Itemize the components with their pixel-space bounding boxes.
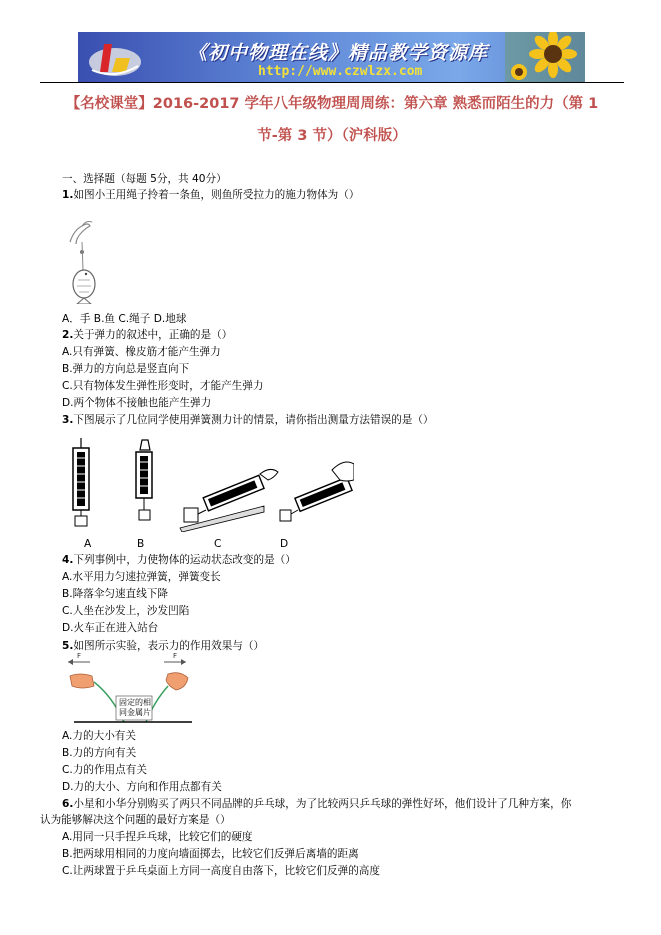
question-6-stem-line-2: 认为能够解决这个问题的最好方案是（）	[40, 814, 231, 826]
question-text: 如图所示实验，表示力的作用效果与（）	[73, 640, 265, 652]
question-6-option-b: B.把两球用相同的力度向墙面掷去，比较它们反弹后离墙的距离	[62, 848, 359, 860]
question-text: 下图展示了几位同学使用弹簧测力计的情景，请你指出测量方法错误的是（）	[73, 414, 434, 426]
question-5-option-d: D.力的大小、方向和作用点都有关	[62, 781, 222, 793]
question-4-option-c: C.人坐在沙发上，沙发凹陷	[62, 605, 190, 617]
question-4-option-d: D.火车正在进入站台	[62, 622, 159, 634]
figure-label-b: B	[137, 538, 145, 550]
question-2-stem	[62, 328, 232, 342]
question-number: 4.	[62, 554, 74, 566]
question-6-option-a: A.用同一只手捏乒乓球，比较它们的硬度	[62, 831, 253, 843]
question-number: 6.	[62, 798, 74, 810]
question-number: 2.	[62, 329, 74, 341]
spring-scale-c-illustration	[180, 469, 278, 532]
section-heading: 一、选择题（每题 5分，共 40分）	[62, 173, 227, 185]
force-label-right: F	[173, 652, 178, 660]
question-3-stem	[62, 413, 434, 427]
question-2-option-b: B.弹力的方向总是竖直向下	[62, 363, 190, 375]
header-rule	[40, 82, 624, 83]
question-4-option-b: B.降落伞匀速直线下降	[62, 588, 168, 600]
question-text: 如图小王用绳子拎着一条鱼，则鱼所受拉力的施力物体为（）	[73, 189, 360, 201]
spring-scale-d-illustration	[280, 462, 354, 521]
question-1-options: A．手 B.鱼 C.绳子 D.地球	[62, 313, 187, 325]
question-text: 小星和小华分别购买了两只不同品牌的乒乓球，为了比较两只乒乓球的弹性好坏，他们设计了几种方案，你	[73, 798, 572, 810]
question-5-option-c: C.力的作用点有关	[62, 764, 147, 776]
header-banner	[78, 32, 585, 82]
question-number: 1.	[62, 189, 74, 201]
question-text: 关于弹力的叙述中，正确的是（）	[73, 329, 233, 341]
site-logo-icon	[86, 36, 144, 80]
figure-note-line-2: 同金属片	[119, 708, 151, 717]
fish-on-rope-figure	[64, 212, 114, 304]
banner-url[interactable]: http://www.czwlzx.com	[258, 64, 423, 79]
question-6-option-c: C.让两球置于乒乓桌面上方同一高度自由落下，比较它们反弹的高度	[62, 865, 380, 877]
question-number: 3.	[62, 414, 74, 426]
question-text: 下列事例中，力使物体的运动状态改变的是（）	[73, 554, 296, 566]
question-number: 5.	[62, 640, 74, 652]
spring-scale-a-illustration	[73, 438, 89, 526]
page-title-line-1: 【名校课堂】2016-2017 学年八年级物理周周练：第六章 熟悉而陌生的力（第 1	[65, 96, 599, 112]
question-5-option-b: B.力的方向有关	[62, 747, 137, 759]
sunflower-icon	[505, 32, 585, 82]
figure-label-c: C	[214, 538, 222, 550]
figure-label-a: A	[84, 538, 92, 550]
question-5-stem	[62, 639, 264, 653]
question-1-stem	[62, 188, 359, 202]
spring-scale-figure	[64, 436, 354, 532]
figure-note-line-1: 固定的相	[119, 698, 151, 707]
question-2-option-d: D.两个物体不接触也能产生弹力	[62, 397, 212, 409]
question-6-stem-line-1	[62, 797, 571, 811]
force-label-left: F	[77, 652, 82, 660]
question-4-option-a: A.水平用力匀速拉弹簧，弹簧变长	[62, 571, 221, 583]
question-2-option-a: A.只有弹簧、橡皮筋才能产生弹力	[62, 346, 221, 358]
question-2-option-c: C.只有物体发生弹性形变时，才能产生弹力	[62, 380, 264, 392]
question-5-option-a: A.力的大小有关	[62, 730, 136, 742]
banner-title: 《初中物理在线》精品教学资源库	[188, 42, 489, 64]
figure-label-d: D	[280, 538, 289, 550]
question-4-stem	[62, 553, 296, 567]
spring-scale-b-illustration	[136, 440, 152, 520]
page-title-line-2: 节-第 3 节）（沪科版）	[257, 128, 407, 144]
